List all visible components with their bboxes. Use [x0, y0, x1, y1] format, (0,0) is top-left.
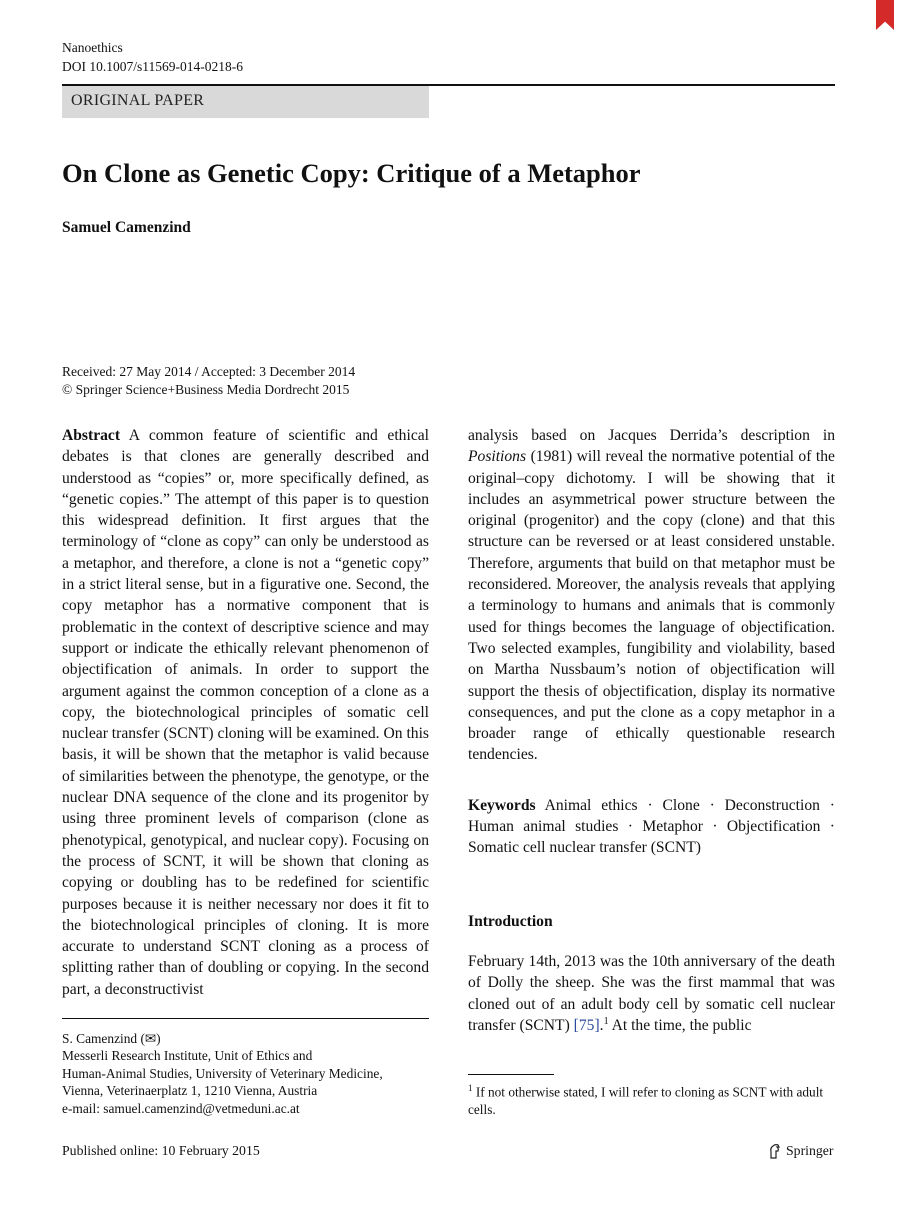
affiliation-author[interactable]: S. Camenzind (✉) — [62, 1031, 161, 1046]
keywords — [468, 795, 835, 859]
published-online: Published online: 10 February 2015 — [62, 1143, 260, 1158]
bookmark-icon[interactable] — [876, 0, 894, 30]
doi[interactable]: DOI 10.1007/s11569-014-0218-6 — [62, 59, 243, 74]
footnote-rule — [468, 1074, 554, 1075]
springer-horse-icon — [768, 1143, 782, 1159]
right-column — [468, 425, 835, 1036]
affiliation-line: Vienna, Veterinaerplatz 1, 1210 Vienna, Austria — [62, 1083, 318, 1099]
paper-title: On Clone as Genetic Copy: Critique of a Metaphor — [62, 158, 641, 188]
intro-text: February 14th, 2013 was the 10th anniversary of the death of Dolly the sheep. She was the first mammal that was cloned out of an adult body cell by somatic cell nuclear transfer (SCNT) — [468, 952, 835, 1034]
footnote-text: If not otherwise stated, I will refer to cloning as SCNT with adult cells. — [468, 1084, 824, 1118]
footnote-number: 1 — [468, 1083, 473, 1093]
intro-text-end: At the time, the public — [611, 1016, 752, 1034]
journal-name: Nanoethics — [62, 40, 123, 55]
received-accepted: Received: 27 May 2014 / Accepted: 3 December 2014 — [62, 364, 356, 379]
citation-link[interactable]: [75] — [573, 1016, 600, 1034]
abstract-paragraph — [62, 425, 429, 1000]
publication-dates — [62, 363, 355, 399]
publisher-logo — [768, 1143, 834, 1159]
abstract-label: Abstract — [62, 427, 121, 444]
affiliation — [62, 1030, 383, 1117]
introduction-paragraph — [468, 951, 835, 1036]
footnote-ref[interactable]: 1 — [603, 1015, 609, 1027]
keywords-label: Keywords — [468, 796, 536, 814]
footnote — [468, 1080, 835, 1119]
abstract-text-right: analysis based on Jacques Derrida’s description in — [468, 427, 835, 444]
affiliation-line: Messerli Research Institute, Unit of Ethics and — [62, 1048, 313, 1064]
affiliation-email[interactable]: e-mail: samuel.camenzind@vetmeduni.ac.at — [62, 1100, 300, 1116]
paper-type-banner: ORIGINAL PAPER — [62, 86, 429, 118]
publisher-name: Springer — [786, 1143, 834, 1158]
abstract-continued — [468, 425, 835, 766]
introduction-heading: Introduction — [468, 912, 553, 930]
left-column — [62, 425, 429, 1000]
author-name: Samuel Camenzind — [62, 219, 191, 236]
journal-header — [62, 38, 243, 76]
copyright: © Springer Science+Business Media Dordrecht 2015 — [62, 382, 350, 397]
positions-title: Positions — [468, 448, 527, 466]
abstract-text-left: A common feature of scientific and ethical debates is that clones are generally described and understood as “copies” or, more specifically defined, as “genetic copies.” The attempt of this paper is to question this widespread definition. It first argues that the terminology of “clone as copy” can only be understood as a metaphor, and therefore, a clone is not a “genetic copy” in a strict literal sense, but in a figurative one. Second, the copy metaphor has a normative component that is problematic in the context of descriptive science and may support or indicate the ethically relevant phenomenon of objectification of animals. In order to support the argument against the common conception of a clone as a copy, the biotechnological principles of somatic cell nuclear transfer (SCNT) cloning will be examined. On this basis, it will be shown that the metaphor is valid because of similarities between the phenotype, the genotype, or the nuclear DNA sequence of the clone and its progenitor by using three prominent levels of comparison (clone as phenotypical, genotypical, and nuclear copy). Focusing on the process of SCNT, it will be shown that cloning as copying or doubling has to be redefined for scientific purposes because it is neither necessary nor does it fit to the biotechnological principles of cloning. It is more accurate to understand SCNT cloning as a process of splitting rather than of doubling or copying. In the second part, a deconstructivist — [62, 427, 429, 998]
affiliation-rule — [62, 1018, 429, 1019]
affiliation-line: Human-Animal Studies, University of Veterinary Medicine, — [62, 1065, 383, 1081]
intro-period: . — [599, 1016, 604, 1034]
keywords-text: Animal ethics · Clone · Deconstruction · Human animal studies · Metaphor · Objectification · Somatic cell nuclear transfer (SCNT) — [468, 796, 835, 857]
abstract-text-right-2: (1981) will reveal the normative potential of the original–copy dichotomy. I will be showing that it includes an asymmetrical power structure between the original (progenitor) and the copy (clone) and that this structure can be reversed or at least considered unstable. Therefore, arguments that build on that metaphor must be reconsidered. Moreover, the analysis reveals that applying a terminology to humans and animals that is commonly used for things becomes the language of objectification. Two selected examples, fungibility and violability, based on Martha Nussbaum’s notion of objectification will support the thesis of objectification, display its normative consequences, and put the clone as a copy metaphor in a broader range of ethically questionable research tendencies. — [468, 448, 835, 764]
